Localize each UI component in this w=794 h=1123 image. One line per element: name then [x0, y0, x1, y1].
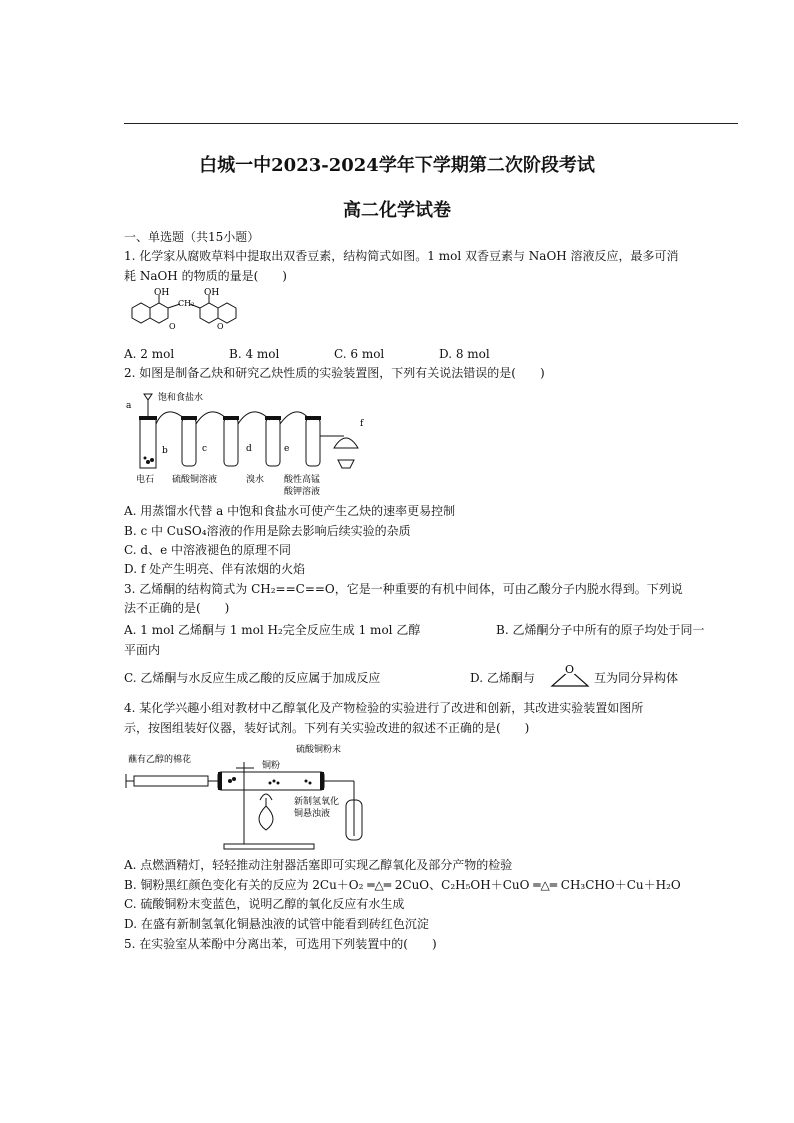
q2-option-b: B. c 中 CuSO₄溶液的作用是除去影响后续实验的杂质: [124, 524, 411, 538]
q2-fig-label-f: f: [360, 419, 364, 429]
q4-stem-line2: 示，按图组装好仪器，装好试剂。下列有关实验改进的叙述不正确的是( ): [124, 721, 530, 735]
q2-stem: 2. 如图是制备乙炔和研究乙炔性质的实验装置图，下列有关说法错误的是( ): [124, 366, 545, 380]
q4-fig-cuoh2-2: 铜悬浊液: [294, 809, 331, 819]
q4-option-a: A. 点燃酒精灯，轻轻推动注射器活塞即可实现乙醇氧化及部分产物的检验: [124, 858, 513, 872]
q1-fig-o-left: O: [169, 322, 176, 331]
q2-fig-label-a: a: [126, 401, 132, 411]
q1-dicoumarol-figure: [124, 286, 254, 340]
q3-stem-line2: 法不正确的是( ): [124, 601, 230, 615]
q1-option-c: C. 6 mol: [334, 347, 385, 361]
q1-fig-oh-right: OH: [204, 288, 220, 298]
q2-fig-cuso4: 硫酸铜溶液: [172, 475, 218, 485]
q4-option-d: D. 在盛有新制氢氧化铜悬浊液的试管中能看到砖红色沉淀: [124, 917, 429, 931]
q2-option-a: A. 用蒸馏水代替 a 中饱和食盐水可使产生乙炔的速率更易控制: [124, 504, 456, 518]
q2-fig-label-c: c: [202, 444, 208, 454]
q3-option-d-post: 互为同分异构体: [594, 671, 679, 685]
q1-stem-line2: 耗 NaOH 的物质的量是( ): [124, 269, 287, 283]
q2-fig-kmno4-1: 酸性高锰: [284, 475, 321, 485]
q4-fig-cuso4-powder: 硫酸铜粉末: [296, 745, 342, 755]
q2-option-d: D. f 处产生明亮、伴有浓烟的火焰: [124, 562, 306, 576]
page-subtitle: 高二化学试卷: [343, 200, 451, 221]
q2-fig-bromine: 溴水: [246, 475, 265, 485]
q3-ring-o: O: [565, 663, 575, 676]
q2-fig-kmno4-2: 酸钾溶液: [284, 487, 321, 497]
header-rule: [124, 123, 738, 124]
q1-option-b: B. 4 mol: [229, 347, 280, 361]
q4-fig-cotton: 蘸有乙醇的棉花: [128, 755, 192, 765]
q1-option-d: D. 8 mol: [439, 347, 490, 361]
q1-options: [124, 346, 490, 362]
q1-fig-o-right: O: [217, 322, 224, 331]
q2-fig-carbide: 电石: [136, 475, 155, 485]
q3-option-b: B. 乙烯酮分子中所有的原子均处于同一: [496, 623, 705, 637]
q4-ethanol-oxidation-apparatus-figure: [124, 740, 384, 852]
q1-option-a: A. 2 mol: [124, 347, 175, 361]
q2-fig-label-e: e: [284, 444, 290, 454]
q4-stem-line1: 4. 某化学兴趣小组对教材中乙醇氧化及产物检验的实验进行了改进和创新，其改进实验装置如图所: [124, 701, 644, 715]
q1-fig-ch2: CH₂: [178, 299, 195, 308]
q2-fig-label-d: d: [246, 444, 252, 454]
section-label: 一、单选题（共15小题）: [124, 230, 260, 244]
q4-fig-cuoh2-1: 新制氢氧化: [294, 797, 340, 807]
q1-stem-line1: 1. 化学家从腐败草料中提取出双香豆素，结构简式如图。1 mol 双香豆素与 NaOH 溶液反应，最多可消: [124, 249, 679, 263]
q3-option-b-cont: 平面内: [124, 643, 161, 657]
q3-stem-line1: 3. 乙烯酮的结构简式为 CH₂==C==O，它是一种重要的有机中间体，可由乙酸分子内脱水得到。下列说: [124, 582, 683, 596]
q2-acetylene-apparatus-figure: [124, 388, 374, 498]
q4-option-b: B. 铜粉黑红颜色变化有关的反应为 2Cu＋O₂ ═△═ 2CuO、C₂H₅OH＋CuO ═△═ CH₃CHO＋Cu＋H₂O: [124, 878, 681, 892]
q4-fig-cu-powder: 铜粉: [262, 761, 281, 771]
q1-fig-oh-left: OH: [154, 288, 170, 298]
q5-stem: 5. 在实验室从苯酚中分离出苯，可选用下列装置中的( ): [124, 937, 437, 951]
q2-fig-brine: 饱和食盐水: [158, 393, 204, 403]
q2-option-c: C. d、e 中溶液褪色的原理不同: [124, 543, 291, 557]
q4-option-c: C. 硫酸铜粉末变蓝色，说明乙醇的氧化反应有水生成: [124, 897, 405, 911]
q3-option-c: C. 乙烯酮与水反应生成乙酸的反应属于加成反应: [124, 671, 381, 685]
q3-ethylene-oxide-icon: [548, 660, 592, 690]
page-title: 白城一中2023-2024学年下学期第二次阶段考试: [199, 155, 595, 176]
q3-option-a: A. 1 mol 乙烯酮与 1 mol H₂完全反应生成 1 mol 乙醇: [124, 623, 421, 637]
q2-fig-label-b: b: [162, 446, 168, 456]
q3-option-d-pre: D. 乙烯酮与: [470, 671, 535, 685]
